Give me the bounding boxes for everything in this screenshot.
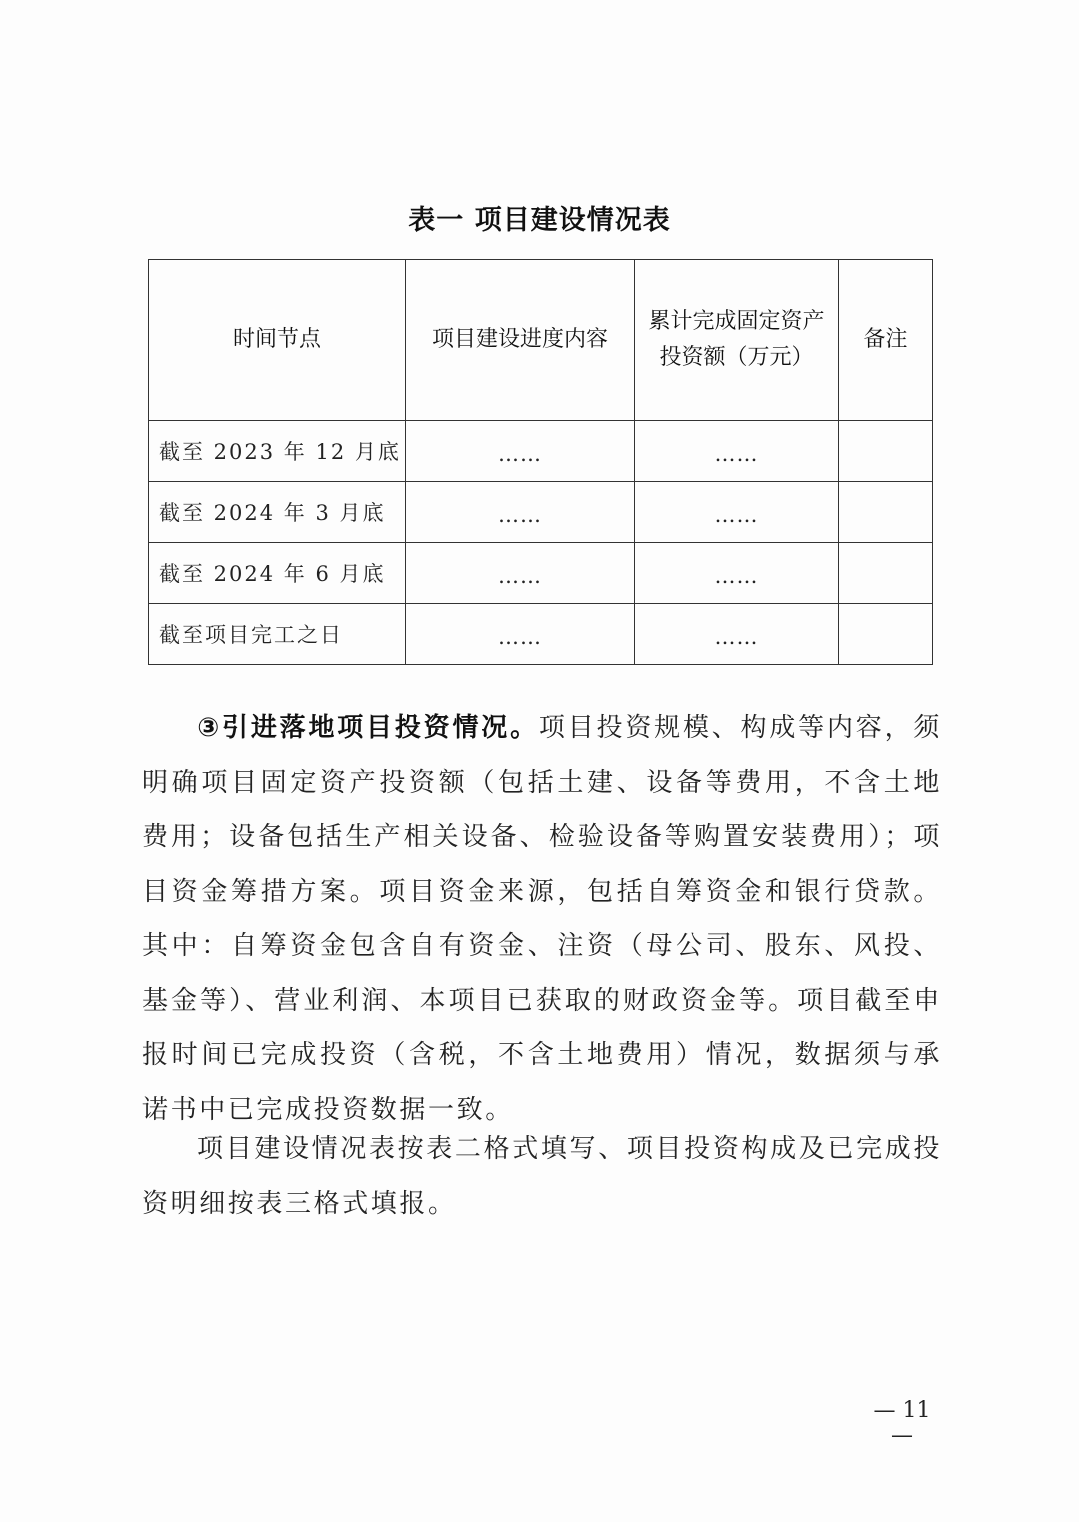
paragraph-instructions-text: 项目建设情况表按表二格式填写、项目投资构成及已完成投资明细按表三格式填报。 (142, 1134, 942, 1219)
cell-progress: …… (406, 421, 635, 482)
cell-investment: …… (635, 543, 839, 604)
paragraph-investment-situation (142, 701, 942, 1137)
cell-note (839, 604, 933, 665)
cell-time: 截至 2024 年 3 月底 (149, 482, 406, 543)
table-row (149, 421, 933, 482)
paragraph-body-text: 项目投资规模、构成等内容，须明确项目固定资产投资额（包括土建、设备等费用，不含土地费用；设备包括生产相关设备、检验设备等购置安装费用）；项目资金筹措方案。项目资金来源，包括自筹资金和银行贷款。其中：自筹资金包含自有资金、注资（母公司、股东、风投、基金等）、营业利润、本项目已获取的财政资金等。项目截至申报时间已完成投资（含税，不含土地费用）情况，数据须与承诺书中已完成投资数据一致。 (142, 713, 942, 1125)
header-investment-amount (635, 260, 839, 421)
cell-note (839, 482, 933, 543)
header-investment-amount-text: 累计完成固定资产投资额（万元） (648, 309, 825, 370)
cell-note (839, 543, 933, 604)
cell-investment: …… (635, 421, 839, 482)
header-remarks: 备注 (839, 260, 933, 421)
page-number: — 11 — (873, 1398, 931, 1448)
table-row (149, 543, 933, 604)
header-time-node: 时间节点 (149, 260, 406, 421)
table-row (149, 604, 933, 665)
table-title: 表一 项目建设情况表 (408, 205, 671, 236)
project-construction-table (148, 259, 933, 665)
header-progress-content: 项目建设进度内容 (406, 260, 635, 421)
cell-progress: …… (406, 604, 635, 665)
cell-progress: …… (406, 482, 635, 543)
cell-note (839, 421, 933, 482)
paragraph-lead-heading: ③引进落地项目投资情况。 (197, 713, 539, 743)
cell-investment: …… (635, 604, 839, 665)
cell-investment: …… (635, 482, 839, 543)
cell-time: 截至项目完工之日 (149, 604, 406, 665)
cell-progress: …… (406, 543, 635, 604)
cell-time: 截至 2023 年 12 月底 (149, 421, 406, 482)
cell-time: 截至 2024 年 6 月底 (149, 543, 406, 604)
table-row (149, 482, 933, 543)
table-header-row (149, 260, 933, 421)
paragraph-form-instructions (142, 1122, 942, 1231)
